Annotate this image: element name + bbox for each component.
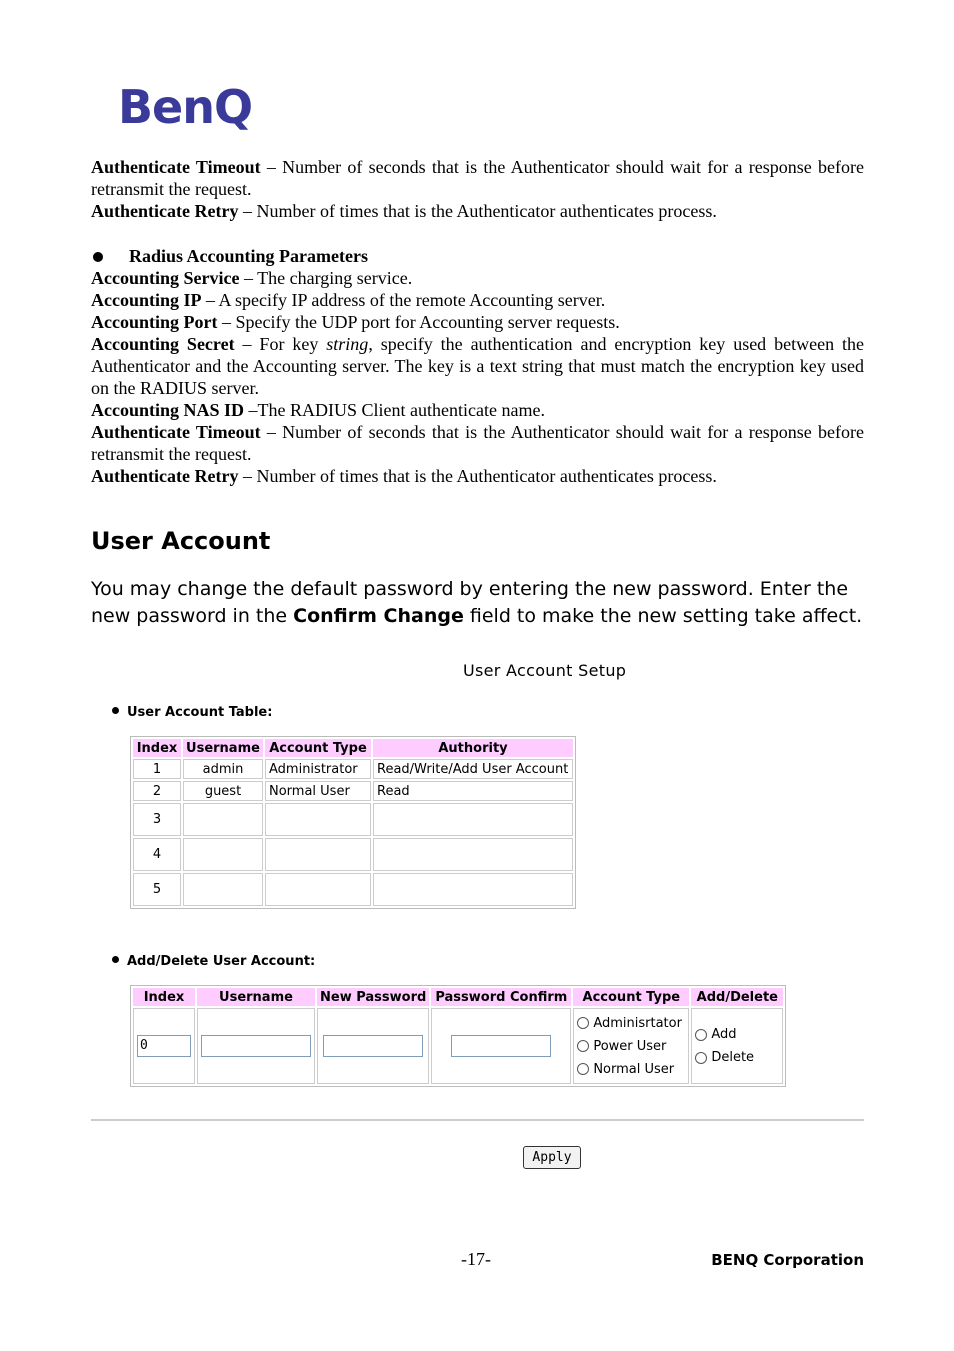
bullet-icon — [112, 956, 119, 963]
divider — [91, 1119, 864, 1121]
col-username: Username — [183, 739, 263, 757]
index-input[interactable]: 0 — [137, 1035, 191, 1057]
col-password-confirm: Password Confirm — [431, 988, 571, 1006]
radio-power-user[interactable]: Power User — [577, 1035, 685, 1058]
section-title: User Account — [91, 527, 271, 555]
col-authority: Authority — [373, 739, 573, 757]
account-type-cell — [573, 1008, 689, 1084]
footer-corporation: BENQ Corporation — [711, 1251, 864, 1269]
acct-port-para: Accounting Port – Specify the UDP port for Accounting server requests. — [91, 312, 620, 332]
apply-button[interactable]: Apply — [523, 1146, 581, 1169]
table-header-row — [133, 739, 573, 757]
table-row: 2 guest Normal User Read — [133, 781, 573, 801]
acct-service-para: Accounting Service – The charging service. — [91, 268, 413, 288]
bullet-icon — [112, 707, 119, 714]
table-label: User Account Table: — [112, 705, 272, 720]
add-delete-cell — [691, 1008, 783, 1084]
radius-params-block — [91, 245, 864, 487]
table-row: 3 — [133, 803, 573, 836]
add-delete-table — [130, 985, 786, 1087]
radio-icon[interactable] — [577, 1063, 589, 1075]
page-number: -17- — [461, 1249, 491, 1269]
auth-params-block — [91, 156, 864, 222]
col-add-delete: Add/Delete — [691, 988, 783, 1006]
setup-title: User Account Setup — [463, 661, 627, 680]
radio-add[interactable]: Add — [695, 1023, 779, 1046]
acct-nasid-para: Accounting NAS ID –The RADIUS Client authenticate name. — [91, 400, 545, 420]
acct-secret-para: Accounting Secret – For key string, specify the authentication and encryption key used between the Authenticator and the Accounting server. The key is a text string that must match the encryption key used on the RADIUS server. — [91, 334, 864, 398]
new-password-input[interactable] — [323, 1035, 423, 1057]
acct-timeout-para: Authenticate Timeout – Number of seconds that is the Authenticator should wait for a response before retransmit the request. — [91, 422, 864, 464]
radio-icon[interactable] — [577, 1017, 589, 1029]
radio-administrator[interactable]: Adminisrtator — [577, 1012, 685, 1035]
benq-logo: BenQ — [118, 80, 253, 134]
table-row: 4 — [133, 838, 573, 871]
table-row: 5 — [133, 873, 573, 906]
col-new-password: New Password — [317, 988, 429, 1006]
radio-icon[interactable] — [695, 1052, 707, 1064]
bullet-icon — [93, 252, 103, 262]
col-account-type: Account Type — [573, 988, 689, 1006]
auth-timeout-para: Authenticate Timeout – Number of seconds that is the Authenticator should wait for a response before retransmit the request. — [91, 157, 864, 199]
intro-paragraph: You may change the default password by entering the new password. Enter the new password in the Confirm Change field to make the new setting take affect. — [91, 578, 863, 627]
auth-retry-para: Authenticate Retry – Number of times that is the Authenticator authenticates process. — [91, 201, 717, 221]
col-index: Index — [133, 739, 181, 757]
password-confirm-input[interactable] — [451, 1035, 551, 1057]
col-index: Index — [133, 988, 195, 1006]
user-account-table — [130, 736, 576, 909]
table-row: 1 admin Administrator Read/Write/Add User Account — [133, 759, 573, 779]
radio-normal-user[interactable]: Normal User — [577, 1058, 685, 1081]
radius-heading: Radius Accounting Parameters — [91, 245, 864, 267]
radio-delete[interactable]: Delete — [695, 1046, 779, 1069]
radio-icon[interactable] — [695, 1029, 707, 1041]
add-header-row — [133, 988, 783, 1006]
col-account-type: Account Type — [265, 739, 371, 757]
col-username: Username — [197, 988, 315, 1006]
add-delete-label: Add/Delete User Account: — [112, 954, 315, 969]
acct-retry-para: Authenticate Retry – Number of times that is the Authenticator authenticates process. — [91, 466, 717, 486]
acct-ip-para: Accounting IP – A specify IP address of the remote Accounting server. — [91, 290, 606, 310]
username-input[interactable] — [201, 1035, 311, 1057]
add-input-row — [133, 1008, 783, 1084]
radio-icon[interactable] — [577, 1040, 589, 1052]
